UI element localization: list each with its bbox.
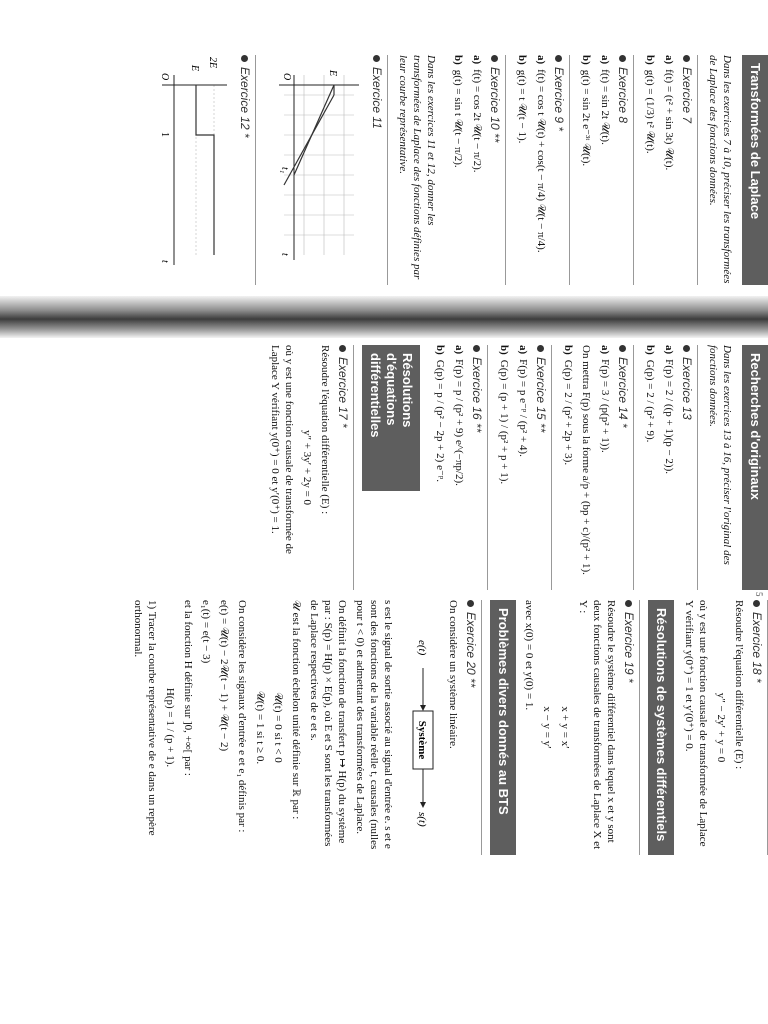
exercise-9: Exercice 9 * a)f(t) = cos t 𝒰(t) + cos(t − π/4) 𝒰(t − π/4). b)g(t) = t 𝒰(t − 1). (514, 55, 570, 285)
exercise-title: Exercice 20 ** (464, 612, 478, 688)
statement: Résoudre le système différentiel dans lequel x et y sont deux fonctions causales de transformées de Laplace X et Y : (577, 600, 617, 850)
label-O: O (159, 73, 170, 81)
intro-text: Dans les exercices 7 à 10, préciser les transformées de Laplace des fonctions données. (707, 55, 733, 284)
bullet-icon (538, 345, 545, 352)
column-originals (0, 345, 768, 590)
section-banner-equations: Résolutions d'équations différentielles (362, 345, 420, 491)
exercise-title: Exercice 10 ** (488, 67, 502, 143)
exercise-12 (147, 55, 256, 285)
page-mark: 5 (754, 592, 764, 597)
hint-text: On mettra F(p) sous la forme a/p + (bp + c)/(p² + 1). (580, 345, 592, 575)
equation: y″ + 3y′ + 2y = 0 (301, 429, 313, 506)
exercise-8: Exercice 8 a)f(t) = sin 2t 𝒰(t). b)g(t) = sin 2t e⁻³ᵗ 𝒰(t). (578, 55, 634, 285)
initial-conditions: avec x(0) = 0 et y(0) = 1. (523, 600, 535, 711)
exercise-title: Exercice 11 (370, 67, 384, 129)
signal-e: e(t) = 𝒰(t) − 2𝒰(t − 1) + 𝒰(t − 2) (218, 600, 230, 752)
statement: On considère un système linéaire. (447, 600, 459, 749)
exercise-title: Exercice 12 * (238, 67, 252, 138)
output-label: s(t) (416, 812, 428, 827)
statement: Résoudre l'équation différentielle (E) : (733, 600, 745, 770)
column-systems-bts (0, 592, 768, 855)
exercise-18 (682, 600, 768, 855)
exercise-17 (268, 345, 354, 590)
paragraph-2: On définit la fonction de transfert p ↦ H(p) du système par : S(p) = H(p) × E(p), où E et S sont les transformées de Laplace respectives de e et s. (308, 600, 348, 847)
exercise-title: Exercice 17 * (336, 357, 350, 428)
exercise-title: Exercice 9 * (552, 67, 566, 132)
section-banner-laplace: Transformées de Laplace (742, 55, 768, 285)
intro-text: Dans les exercices 13 à 16, préciser l'original des fonctions données. (707, 345, 733, 565)
paragraph-3: 𝒰 est la fonction échelon unité définie sur ℝ par : (290, 600, 302, 820)
bullet-icon (754, 600, 761, 607)
label-2E: 2E (207, 57, 218, 69)
exercise-title: Exercice 19 * (622, 612, 636, 683)
exercise-title: Exercice 16 ** (470, 357, 484, 433)
label-1: 1 (159, 132, 170, 137)
bullet-icon (626, 600, 633, 607)
exercise-title: Exercice 18 * (750, 612, 764, 683)
item-a: F(p) = 2 / ((p + 1)(p − 2)). (663, 359, 675, 475)
item-b: G(p) = 2 / (p² + 2p + 3). (562, 359, 574, 466)
step-def-2: 𝒰(t) = 1 si t ≥ 0. (254, 690, 266, 765)
step-def-1: 𝒰(t) = 0 si t < 0 (272, 692, 284, 763)
bullet-icon (684, 345, 691, 352)
bullet-icon (474, 345, 481, 352)
item-b: G(p) = (p + 1) / (p² + p + 1). (498, 359, 510, 485)
bullet-icon (340, 345, 347, 352)
bullet-icon (556, 55, 563, 62)
column-laplace-transforms (0, 55, 768, 285)
bullet-icon (492, 55, 499, 62)
item-b: g(t) = sin t 𝒰(t − π/2). (452, 69, 464, 168)
label-t1: t₁ (279, 167, 290, 174)
statement: Résoudre l'équation différentielle (E) : (319, 345, 331, 515)
item-a: F(p) = 3 / (p(p² + 1)). (599, 359, 611, 453)
item-b: g(t) = t 𝒰(t − 1). (516, 69, 528, 144)
system-block-diagram (408, 600, 438, 855)
section-banner-originaux: Recherches d'originaux (742, 345, 768, 590)
exercise-title: Exercice 8 (616, 67, 630, 124)
item-b: G(p) = 2 / (p² + 9). (644, 359, 656, 443)
section-banner-systemes: Résolutions de systèmes différentiels (648, 600, 674, 855)
section-banner-bts: Problèmes divers donnés au BTS (490, 600, 516, 855)
exercise-13: Exercice 13 a)F(p) = 2 / ((p + 1)(p − 2)). b)G(p) = 2 / (p² + 9). (642, 345, 698, 590)
item-b: G(p) = p / (p² − 2p + 2) e⁻ᵖ. (434, 359, 446, 482)
input-label: e(t) (416, 640, 428, 656)
bullet-icon (468, 600, 475, 607)
item-a: F(p) = p e⁻ᵖ / (p² + 4). (517, 359, 529, 457)
signal-e1: e₁(t) = e(t − 3) (200, 600, 212, 664)
exercise-title: Exercice 13 (680, 357, 694, 420)
exercise-11 (264, 55, 388, 285)
item-a: f(t) = sin 2t 𝒰(t). (599, 69, 611, 145)
exercise-14: Exercice 14 * a)F(p) = 3 / (p(p² + 1)). On mettra F(p) sous la forme a/p + (bp + c)/(p² + 1). b)G(p) = 2 / (p² + 2p + 3). (560, 345, 634, 590)
exercise-19 (522, 600, 640, 855)
question-1: 1) Tracer la courbe représentative de e dans un repère orthonormal. (132, 600, 158, 836)
exercise-15: Exercice 15 ** a)F(p) = p e⁻ᵖ / (p² + 4). b)G(p) = (p + 1) / (p² + p + 1). (496, 345, 552, 590)
paragraph-5: et la fonction H définie sur ]0, +∞[ par : (182, 600, 194, 776)
exercise-10: Exercice 10 ** a)f(t) = cos 2t 𝒰(t − π/2). b)g(t) = sin t 𝒰(t − π/2). (450, 55, 506, 285)
equation: y″ − 2y′ + y = 0 (715, 692, 727, 763)
item-a: F(p) = p / (p² + 9) e^(−πp/2). (453, 359, 465, 486)
intro-text-2: Dans les exercices 11 et 12, donner les transformées de Laplace des fonctions définies par leur courbe représentative. (397, 55, 437, 280)
system-equation-1: x + y = x′ (559, 706, 571, 749)
exercise-20 (131, 600, 482, 855)
exercise-title: Exercice 15 ** (534, 357, 548, 433)
bullet-icon (684, 55, 691, 62)
label-t: t (159, 260, 170, 263)
bullet-icon (620, 55, 627, 62)
item-a: f(t) = cos t 𝒰(t) + cos(t − π/4) 𝒰(t − π/4). (535, 69, 547, 253)
bullet-icon (374, 55, 381, 62)
system-box-label: Système (416, 720, 428, 760)
book-spine-shadow (0, 296, 768, 338)
item-b: g(t) = (1/3) t² 𝒰(t). (644, 69, 656, 154)
item-a: f(t) = (t² + sin 3t) 𝒰(t). (663, 69, 675, 171)
label-O: O (281, 73, 292, 81)
exercise-7: Exercice 7 a)f(t) = (t² + sin 3t) 𝒰(t). b)g(t) = (1/3) t² 𝒰(t). (642, 55, 698, 285)
bullet-icon (620, 345, 627, 352)
item-b: g(t) = sin 2t e⁻³ᵗ 𝒰(t). (580, 69, 592, 167)
transfer-function: H(p) = 1 / (p + 1). (164, 687, 176, 768)
system-equation-2: x − y = y′ (541, 706, 553, 749)
graph-exercise-12 (152, 55, 232, 285)
item-a: f(t) = cos 2t 𝒰(t − π/2). (471, 69, 483, 173)
statement-conditions: où y est une fonction causale de transformée de Laplace Y vérifiant y(0⁺) = 1 et y′(0⁺) = 0. (683, 600, 709, 847)
exercise-16: Exercice 16 ** a)F(p) = p / (p² + 9) e^(−πp/2). b)G(p) = p / (p² − 2p + 2) e⁻ᵖ. (432, 345, 488, 590)
label-E: E (189, 65, 200, 72)
label-E: E (327, 70, 338, 77)
exercise-title: Exercice 7 (680, 67, 694, 124)
bullet-icon (242, 55, 249, 62)
statement-conditions: où y est une fonction causale de transformée de Laplace Y vérifiant y(0⁺) = 0 et y′(0⁺) = 1. (269, 345, 295, 554)
paragraph-4: On considère les signaux d'entrée e et e₁ définis par : (236, 600, 248, 833)
label-t: t (279, 253, 290, 256)
graph-exercise-11 (269, 55, 364, 285)
exercise-title: Exercice 14 * (616, 357, 630, 428)
paragraph-1: s est le signal de sortie associé au signal d'entrée e. s et e sont des fonctions de la variable réelle t, causales (nulles pour t < 0) et admettant des transformées de Laplace. (354, 600, 394, 850)
